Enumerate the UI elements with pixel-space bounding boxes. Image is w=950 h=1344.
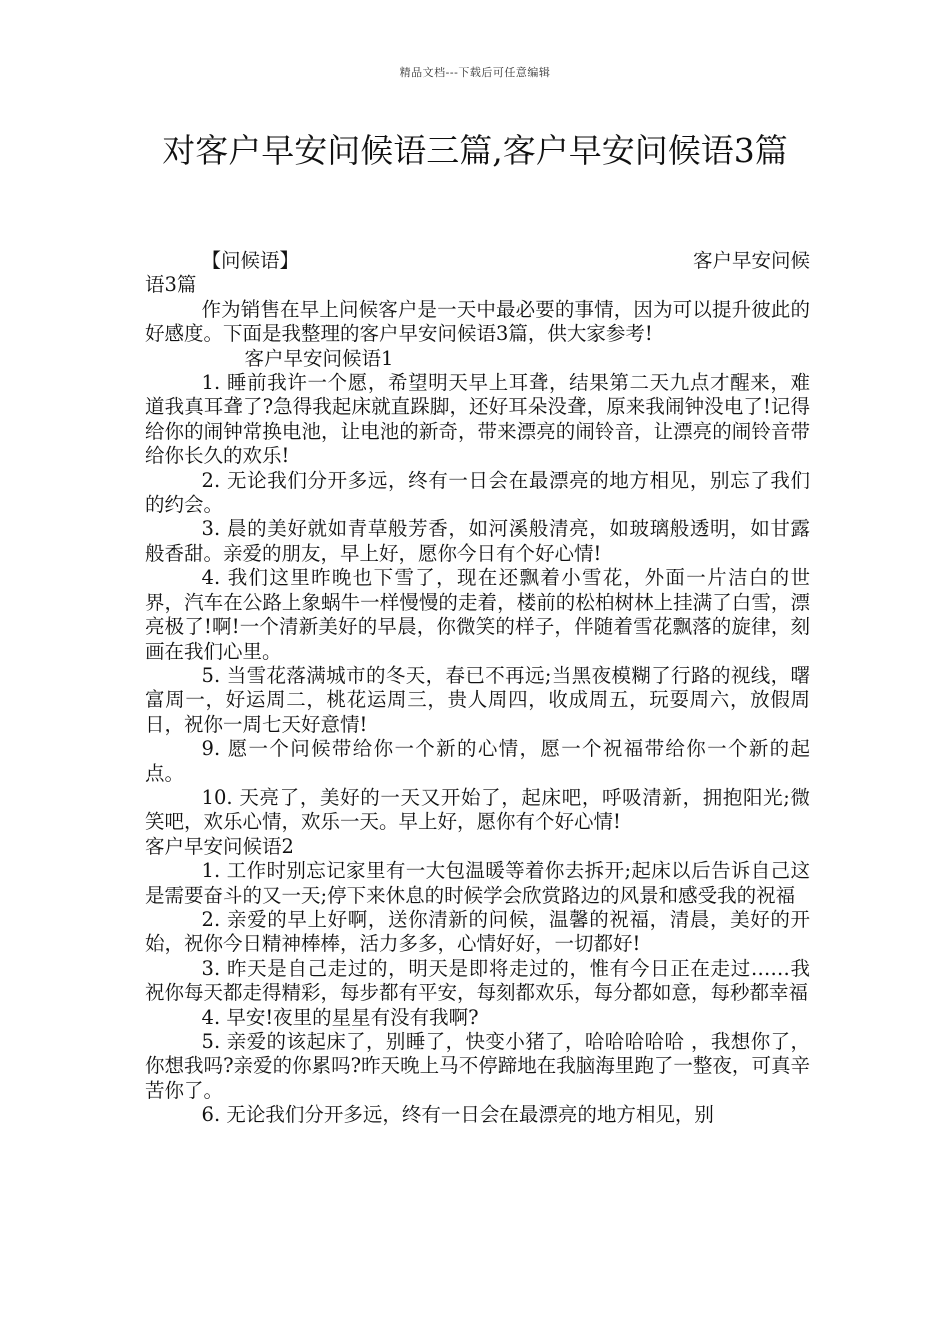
list-item: 4. 早安!夜里的星星有没有我啊? <box>201 1005 479 1029</box>
category-tag-continuation: 语3篇 <box>145 273 197 297</box>
list-item: 2. 亲爱的早上好啊，送你清新的问候，温馨的祝福，清晨，美好的开始，祝你今日精神棒棒，活力多多，心情好好，一切都好! <box>145 907 810 956</box>
intro-paragraph: 作为销售在早上问候客户是一天中最必要的事情，因为可以提升彼此的好感度。下面是我整理的客户早安问候语3篇，供大家参考! <box>145 297 810 346</box>
category-tag: 【问候语】 <box>201 249 300 272</box>
list-item: 3. 昨天是自己走过的，明天是即将走过的，惟有今日正在走过……我祝你每天都走得精彩，每步都有平安，每刻都欢乐，每分都如意，每秒都幸福 <box>145 956 810 1005</box>
category-tag-line <box>145 249 810 273</box>
section-heading-1: 客户早安问候语1 <box>244 346 394 370</box>
list-item: 4. 我们这里昨晚也下雪了，现在还飘着小雪花，外面一片洁白的世界，汽车在公路上象蜗牛一样慢慢的走着，楼前的松柏树林上挂满了白雪，漂亮极了!啊!一个清新美好的早晨，你微笑的样子，伴随着雪花飘落的旋律，刻画在我们心里。 <box>145 566 810 663</box>
category-tag-subject: 客户早安问候 <box>692 249 810 272</box>
list-item: 9. 愿一个问候带给你一个新的心情，愿一个祝福带给你一个新的起点。 <box>145 737 810 785</box>
list-item: 3. 晨的美好就如青草般芳香，如河溪般清亮，如玻璃般透明，如甘露般香甜。亲爱的朋友，早上好，愿你今日有个好心情! <box>145 517 810 565</box>
list-item: 2. 无论我们分开多远，终有一日会在最漂亮的地方相见，别忘了我们的约会。 <box>145 468 810 517</box>
header-note: 精品文档---下载后可任意编辑 <box>399 66 551 79</box>
list-item: 10. 天亮了，美好的一天又开始了，起床吧，呼吸清新，拥抱阳光;微笑吧，欢乐心情，欢乐一天。早上好，愿你有个好心情! <box>145 785 810 834</box>
list-item: 1. 工作时别忘记家里有一大包温暖等着你去拆开;起床以后告诉自己这是需要奋斗的又一天;停下来休息的时候学会欣赏路边的风景和感受我的祝福 <box>145 859 810 907</box>
list-item: 5. 当雪花落满城市的冬天，春已不再远;当黑夜模糊了行路的视线，曙富周一，好运周二，桃花运周三，贵人周四，收成周五，玩耍周六，放假周日，祝你一周七天好意情! <box>145 663 810 736</box>
list-item: 6. 无论我们分开多远，终有一日会在最漂亮的地方相见，别 <box>201 1103 714 1127</box>
document-title: 对客户早安问候语三篇,客户早安问候语3篇 <box>162 131 788 170</box>
document-body <box>145 249 810 1128</box>
section-heading-2: 客户早安问候语2 <box>145 834 294 858</box>
list-item: 5. 亲爱的该起床了，别睡了，快变小猪了，哈哈哈哈哈 ，我想你了，你想我吗?亲爱的你累吗?昨天晚上马不停蹄地在我脑海里跑了一整夜，可真辛苦你了。 <box>145 1030 810 1102</box>
list-item: 1. 睡前我许一个愿，希望明天早上耳聋，结果第二天九点才醒来，难道我真耳聋了?急得我起床就直跺脚，还好耳朵没聋，原来我闹钟没电了!记得给你的闹钟常换电池，让电池的新奇，带来漂亮的闹铃音，让漂亮的闹铃音带给你长久的欢乐! <box>145 371 810 468</box>
